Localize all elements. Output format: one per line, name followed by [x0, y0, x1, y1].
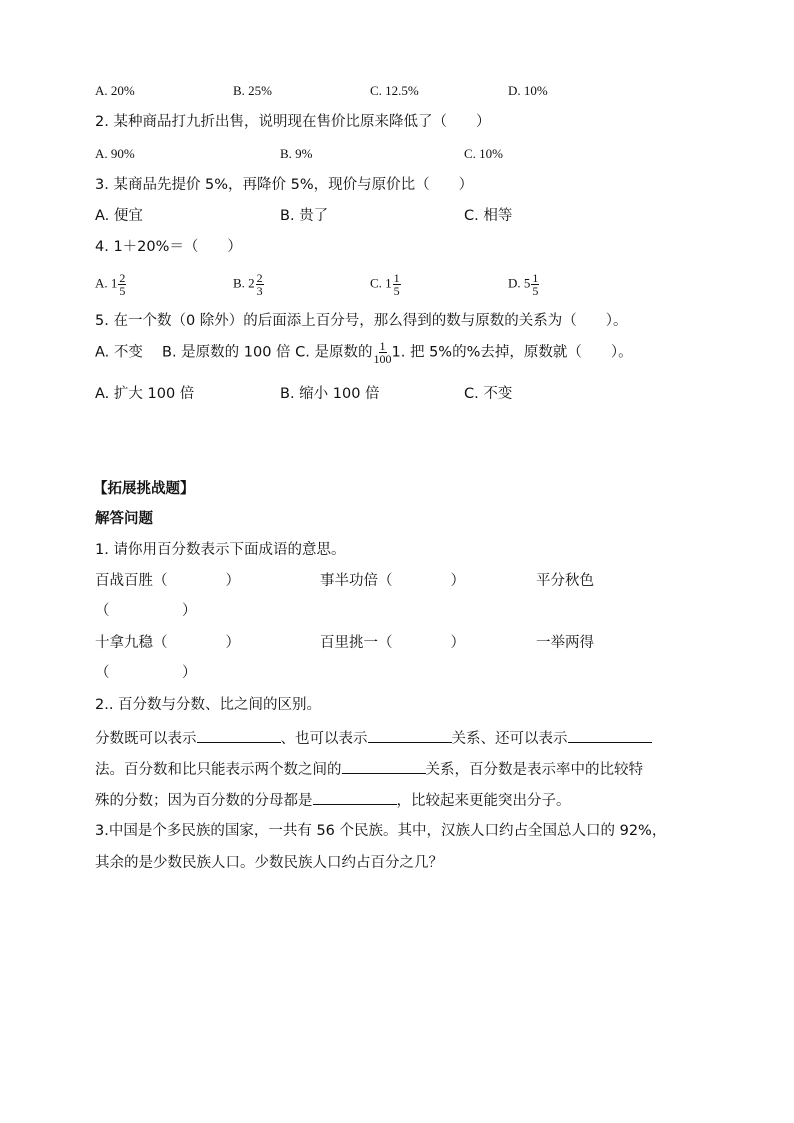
fill-blank[interactable]: [568, 728, 652, 743]
q-remove-percent-stem: 1. 把 5%的%去掉，原数就（ ）。: [391, 344, 633, 361]
p2-line-2: 法。百分数和比只能表示两个数之间的 关系，百分数是表示率中的比较特: [95, 759, 643, 779]
q1-option-d: D. 10%: [508, 83, 548, 98]
idiom-3: 平分秋色: [536, 573, 594, 589]
p2-line-3: 殊的分数；因为百分数的分母都是 ，比较起来更能突出分子。: [95, 790, 571, 810]
idiom-4: 十拿九稳（ ）: [95, 635, 240, 651]
q4-option-c: C. 1 $\frac{1}{5}$: [370, 271, 400, 298]
q3-stem: 3. 某商品先提价 5%，再降价 5%，现价与原价比（ ）: [95, 177, 474, 193]
q6-option-c: C. 不变: [464, 386, 513, 402]
q4-option-a: A. 1 $\frac{2}{5}$: [95, 271, 126, 298]
idiom-5: 百里挑一（ ）: [320, 635, 465, 651]
q5-options-text: A. 不变 B. 是原数的 100 倍 C. 是原数的: [95, 344, 373, 361]
fill-blank[interactable]: [197, 728, 281, 743]
q1-option-c: C. 12.5%: [370, 83, 419, 98]
mixed-fraction: $\frac{1}{5}$: [393, 271, 400, 298]
q4-stem: 4. 1＋20%＝（ ）: [95, 239, 242, 255]
p2-stem: 2.. 百分数与分数、比之间的区别。: [95, 697, 322, 713]
idiom-3-blank: （ ）: [95, 603, 197, 619]
subsection-title: 解答问题: [95, 511, 153, 527]
mixed-fraction: $\frac{2}{3}$: [256, 271, 263, 298]
fill-blank[interactable]: [368, 728, 452, 743]
q6-option-a: A. 扩大 100 倍: [95, 386, 195, 402]
mixed-fraction: $\frac{2}{5}$: [119, 271, 126, 298]
q2-stem: 2. 某种商品打九折出售，说明现在售价比原来降低了（ ）: [95, 114, 491, 130]
p1-stem: 1. 请你用百分数表示下面成语的意思。: [95, 542, 346, 558]
fill-blank[interactable]: [313, 790, 397, 805]
q2-option-a: A. 90%: [95, 146, 135, 161]
q1-option-a: A. 20%: [95, 83, 135, 98]
q6-option-b: B. 缩小 100 倍: [280, 386, 380, 402]
p3-line-1: 3.中国是个多民族的国家，一共有 56 个民族。其中，汉族人口约占全国总人口的 92%，: [95, 823, 667, 839]
p2-line-1: 分数既可以表示 、也可以表示 关系、还可以表示: [95, 728, 652, 748]
q4-option-b: B. 2 $\frac{2}{3}$: [233, 271, 263, 298]
mixed-fraction: $\frac{1}{5}$: [532, 271, 539, 298]
q4-option-d: D. 5 $\frac{1}{5}$: [508, 271, 539, 298]
fill-blank[interactable]: [342, 759, 426, 774]
q3-option-c: C. 相等: [464, 208, 513, 224]
q1-option-b: B. 25%: [233, 83, 272, 98]
idiom-6: 一举两得: [536, 635, 594, 651]
q5-stem: 5. 在一个数（0 除外）的后面添上百分号，那么得到的数与原数的关系为（ ）。: [95, 313, 628, 329]
p3-line-2: 其余的是少数民族人口。少数民族人口约占百分之几？: [95, 855, 443, 871]
section-title: 【拓展挑战题】: [93, 481, 195, 497]
fraction-1-100: $\frac{1}{100}$: [373, 339, 392, 366]
q2-option-c: C. 10%: [464, 146, 503, 161]
q3-option-a: A. 便宜: [95, 208, 143, 224]
idiom-2: 事半功倍（ ）: [320, 573, 465, 589]
q3-option-b: B. 贵了: [280, 208, 329, 224]
q5-options-line: [95, 340, 633, 365]
idiom-6-blank: （ ）: [95, 665, 197, 681]
idiom-1: 百战百胜（ ）: [95, 573, 240, 589]
q2-option-b: B. 9%: [280, 146, 313, 161]
